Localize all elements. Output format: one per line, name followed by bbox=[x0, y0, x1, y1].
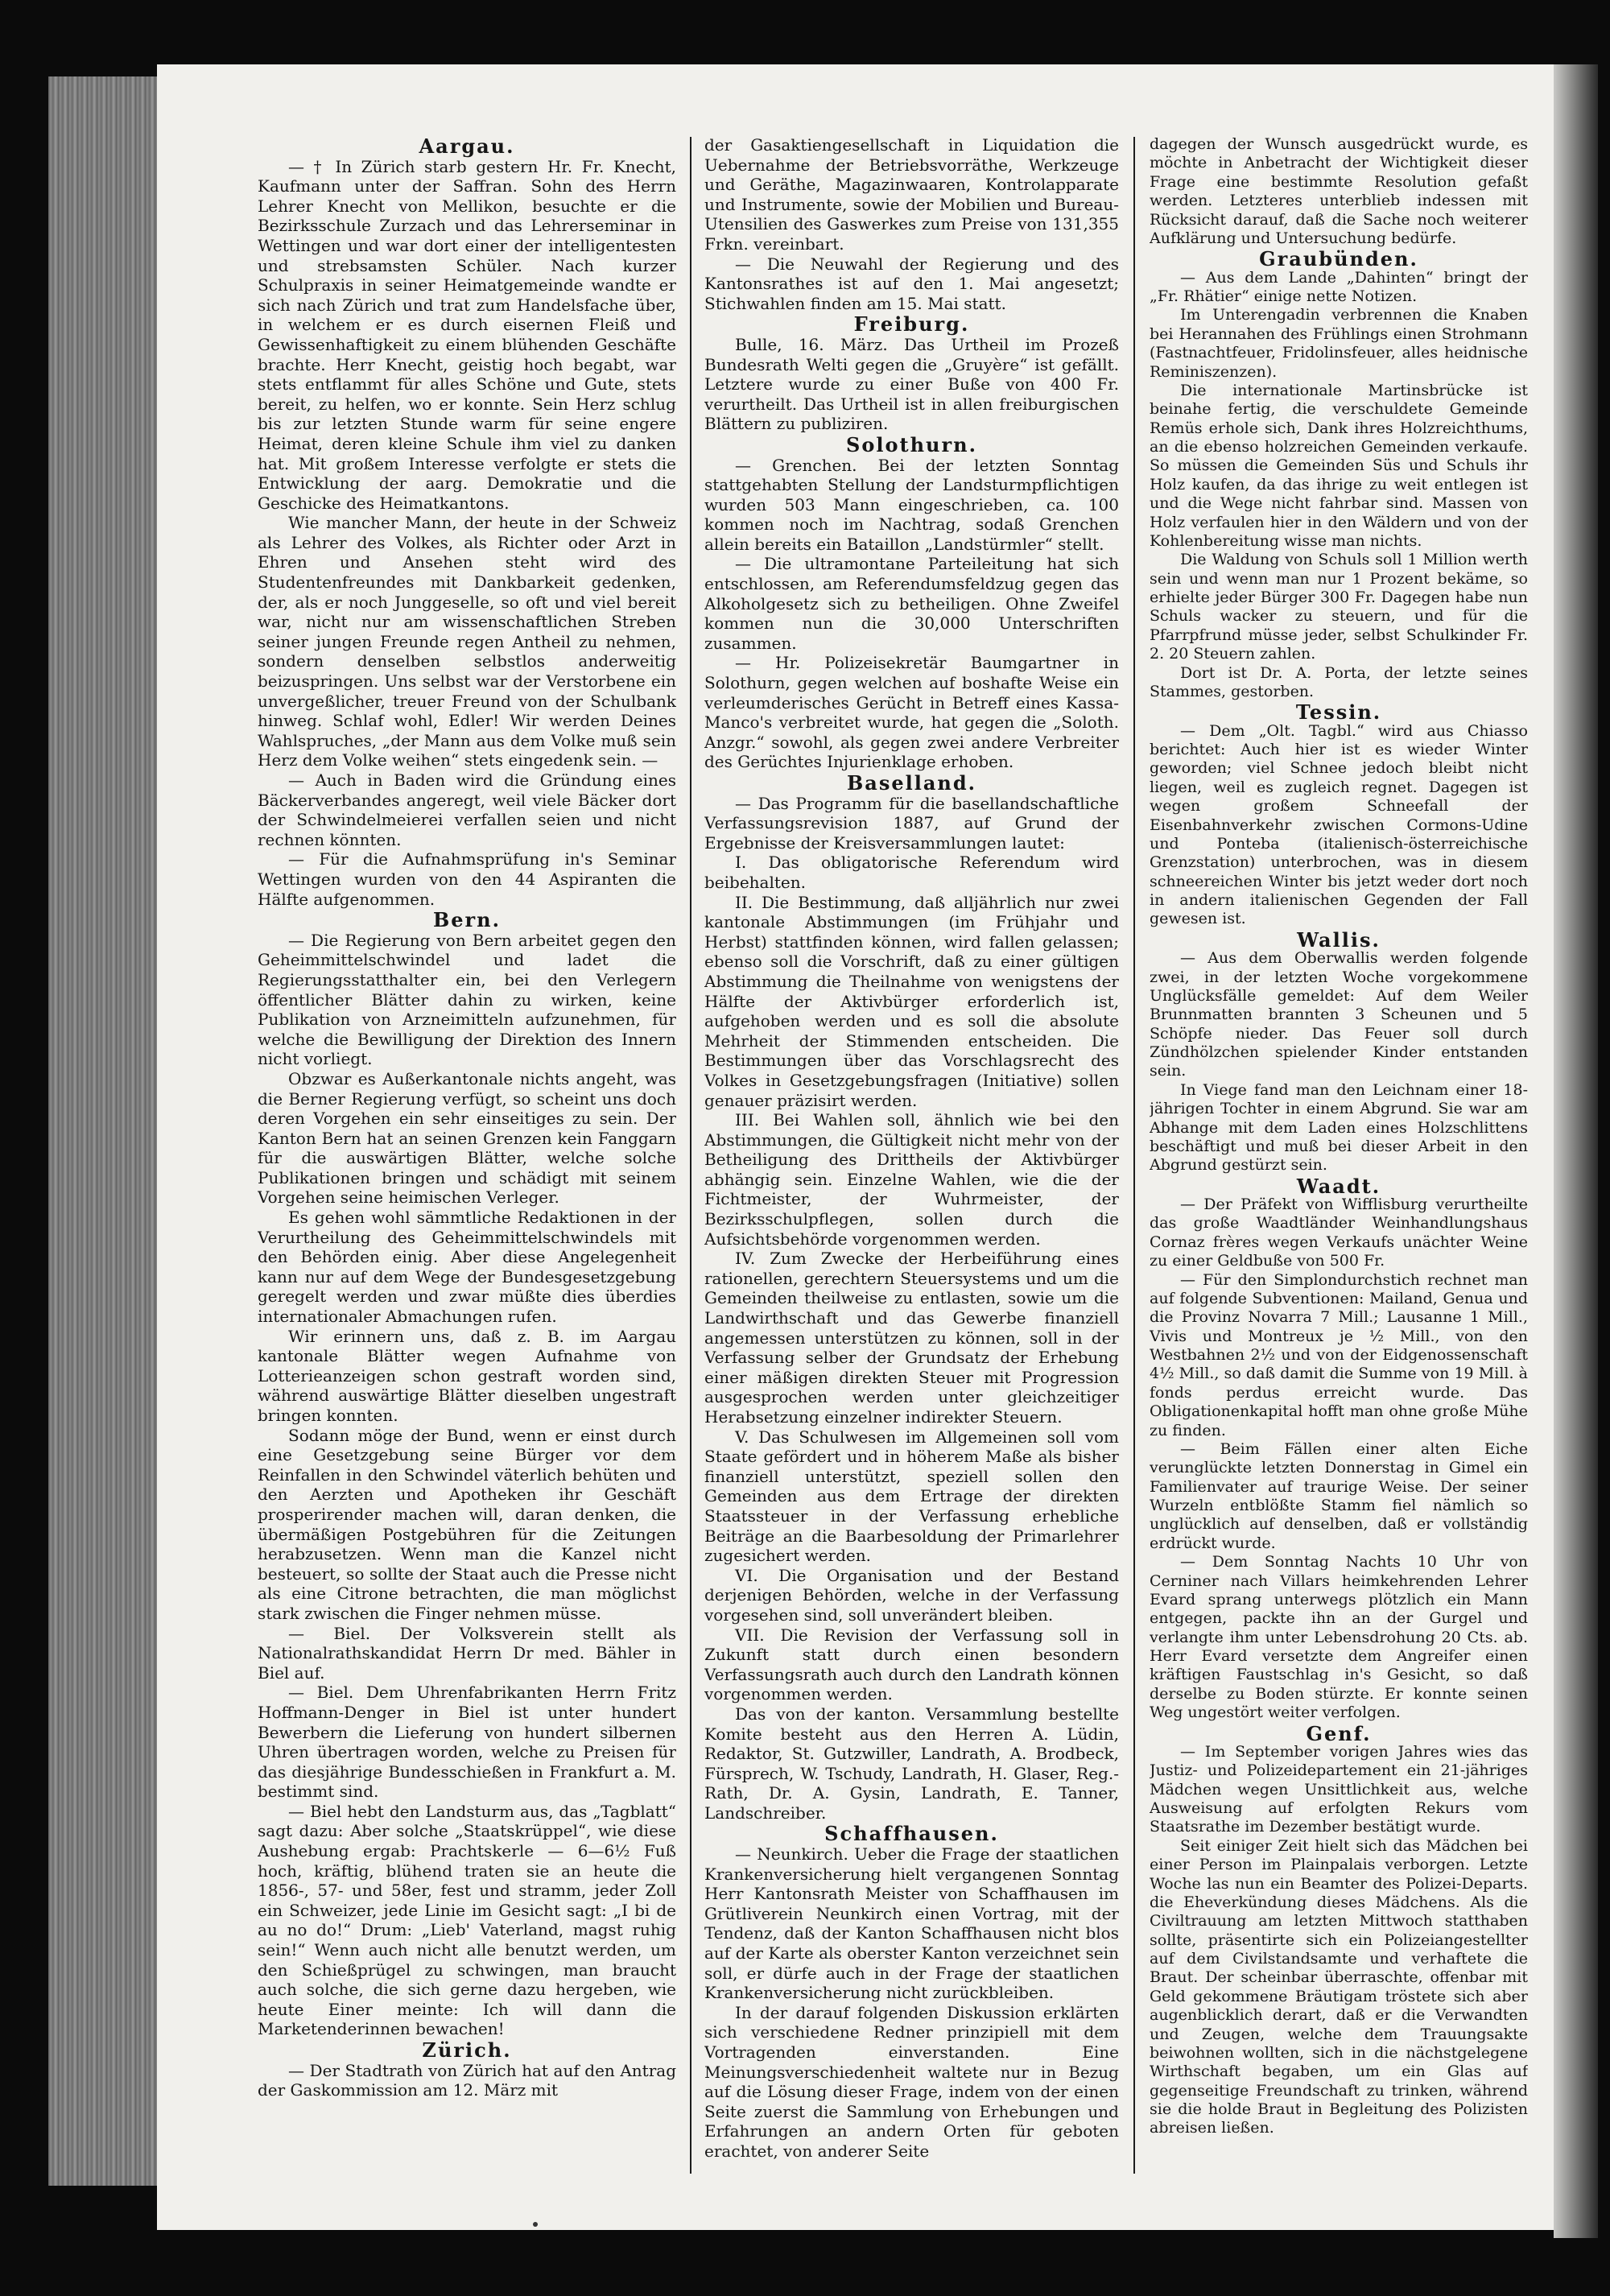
article-paragraph: — Auch in Baden wird die Gründung eines Bäckerverbandes angeregt, weil viele Bäcker dort der Schwindelmeierei verfallen seien und nicht rechnen könnten. bbox=[258, 770, 676, 849]
bound-pages-spine bbox=[48, 76, 157, 2186]
column-1 bbox=[258, 135, 676, 2182]
column-rule bbox=[690, 137, 691, 2174]
section-heading: Bern. bbox=[432, 908, 501, 932]
page-edge-shadow bbox=[1554, 64, 1598, 2238]
article-paragraph: dagegen der Wunsch ausgedrückt wurde, es möchte in Anbetracht der Wichtigkeit dieser Frage eine bestimmte Resolution gefaßt werden. Letzteres unterblieb indessen mit Rücksicht darauf, daß die Sache noch weiterer Aufklärung und Untersuchung bedürfe. bbox=[1150, 135, 1528, 247]
section-heading: Waadt. bbox=[1296, 1174, 1381, 1198]
article-paragraph: II. Die Bestimmung, daß alljährlich nur zwei kantonale Abstimmungen (im Frühjahr und Herbst) stattfinden können, wird fallen gelassen; ebenso soll die Vorschrift, daß zu einer gültigen Abstimmung die Theilnahme von wenigstens der Hälfte der Aktivbürger erforderlich ist, aufgehoben werden und es soll die absolute Mehrheit der Stimmenden entscheiden. Die Bestimmungen über das Vorschlagsrecht des Volkes in Gesetzgebungsfragen (Initiative) sollen genauer präzisirt werden. bbox=[704, 892, 1119, 1110]
section-heading: Tessin. bbox=[1295, 700, 1382, 725]
article-paragraph: — Dem Sonntag Nachts 10 Uhr von Cerniner nach Villars heimkehrenden Lehrer Evard sprang unterwegs plötzlich ein Mann entgegen, packte ihn an der Gurgel und verlangte ihm unter Lebensdrohung 20 Cts. ab. Herr Evard versetzte dem Angreifer einen kräftigen Faustschlag in's Gesicht, so daß derselbe zu Boden stürzte. Er konnte seinen Weg ungestört weiter verfolgen. bbox=[1150, 1553, 1528, 1722]
column-2 bbox=[704, 135, 1119, 2182]
section-heading: Baselland. bbox=[847, 771, 976, 795]
article-paragraph: — Für den Simplondurchstich rechnet man auf folgende Subventionen: Mailand, Genua und die Provinz Novarra 7 Mill.; Lausanne 1 Mill., Vivis und Montreux je ½ Mill., von den Westbahnen 2½ und von der Eidgenossenschaft 4½ Mill., so daß damit die Summe von 19 Mill. à fonds perdus erreicht wurde. Das Obligationenkapital hofft man ohne große Mühe zu finden. bbox=[1150, 1270, 1528, 1439]
section-heading: Schaffhausen. bbox=[824, 1822, 999, 1846]
article-paragraph: Im Unterengadin verbrennen die Knaben bei Herannahen des Frühlings einen Strohmann (Fastnachtfeuer, Fridolinsfeuer, alles heidnische Reminiszenzen). bbox=[1150, 306, 1528, 381]
article-paragraph: Die Waldung von Schuls soll 1 Million werth sein und wenn man nur 1 Prozent bekäme, so erhielte jeder Bürger 300 Fr. Dagegen habe nun Schuls wacker zu steuern, und für die Pfarrpfrund müsse jeder, selbst Schulkinder Fr. 2. 20 Steuern zahlen. bbox=[1150, 551, 1528, 663]
article-paragraph: Sodann möge der Bund, wenn er einst durch eine Gesetzgebung seine Bürger vor dem Reinfallen in den Schwindel väterlich behüten und den Aerzten und Apotheken ihr Geschäft prosperirender machen will, daran denken, die übermäßigen Postgebühren für die Zeitungen herabzusetzen. Wenn man die Kanzel nicht besteuert, so sollte der Staat auch die Presse nicht als eine Citrone betrachten, die man möglichst stark zwischen die Finger nehmen müsse. bbox=[258, 1425, 676, 1623]
article-paragraph: VI. Die Organisation und der Bestand derjenigen Behörden, welche in der Verfassung vorgesehen sind, soll unverändert bleiben. bbox=[704, 1565, 1119, 1625]
newspaper-page bbox=[157, 64, 1554, 2230]
section-heading: Graubünden. bbox=[1259, 247, 1418, 271]
section-heading: Zürich. bbox=[422, 2038, 512, 2062]
article-paragraph: Die internationale Martinsbrücke ist beinahe fertig, die verschuldete Gemeinde Remüs erhole sich, Dank ihres Holzreichthums, an die ebenso holzreichen Gemeinden verkaufe. So müssen die Gemeinden Süs und Schuls ihr Holz kaufen, da das ihrige zu weit entlegen ist und die Wege nicht fahrbar sind. Massen von Holz verfaulen hier in den Wäldern und von der Kohlenbereitung wisse man nichts. bbox=[1150, 381, 1528, 550]
article-paragraph: — Dem „Olt. Tagbl.“ wird aus Chiasso berichtet: Auch hier ist es wieder Winter geworden; viel Schnee jedoch bleibt nicht liegen, weil es zugleich regnet. Dagegen ist wegen großem Schneefall der Eisenbahnverkehr zwischen Cormons-Udine und Ponteba (italienisch-österreichische Grenzstation) unterbrochen, was in diesem schneereichen Winter bis jetzt weder dort noch in andern italienischen Gegenden der Fall gewesen ist. bbox=[1150, 721, 1528, 928]
article-paragraph: der Gasaktiengesellschaft in Liquidation die Uebernahme der Betriebsvorräthe, Werkzeuge und Geräthe, Magazinwaaren, Kontrolapparate und Instrumente, sowie der Mobilien und Bureau-Utensilien des Gaswerkes zum Preise von 131,355 Frkn. vereinbart. bbox=[704, 135, 1119, 254]
article-paragraph: — Biel hebt den Landsturm aus, das „Tagblatt“ sagt dazu: Aber solche „Staatskrüppel“, wie diese Aushebung ergab: Prachtskerle — 6—6½ Fuß hoch, kräftig, blühend traten sie an heute die 1856-, 57- und 58er, fest und stramm, jeder Zoll ein Schweizer, jede Linie im Gesicht sagt: „I bi de au no do!“ Drum: „Lieb' Vaterland, magst ruhig sein!“ Wenn auch nicht alle benutzt werden, um den Schießprügel zu schwingen, man braucht auch solche, die sich gerne dazu hergeben, wie heute Einer meinte: Ich will dann die Marketenderinnen bewachen! bbox=[258, 1801, 676, 2039]
article-paragraph: — Aus dem Oberwallis werden folgende zwei, in der letzten Woche vorgekommene Unglücksfälle gemeldet: Auf dem Weiler Brunnmatten brannten 3 Scheunen und 5 Schöpfe nieder. Das Feuer soll durch Zündhölzchen spielender Kinder entstanden sein. bbox=[1150, 949, 1528, 1080]
article-paragraph: Das von der kanton. Versammlung bestellte Komite besteht aus den Herren A. Lüdin, Redaktor, St. Gutzwiller, Landrath, A. Brodbeck, Fürsprech, W. Tschudy, Landrath, H. Glaser, Reg.-Rath, Dr. A. Gysin, Landrath, E. Tanner, Landschreiber. bbox=[704, 1703, 1119, 1823]
article-paragraph: VII. Die Revision der Verfassung soll in Zukunft statt durch einen besondern Verfassungsrath auch durch den Landrath können vorgenommen werden. bbox=[704, 1625, 1119, 1704]
article-paragraph: In Viege fand man den Leichnam einer 18-jährigen Tochter in einem Abgrund. Sie war am Abhange mit dem Laden eines Holzschlittens beschäftigt und muß bei dieser Arbeit in den Abgrund gestürzt sein. bbox=[1150, 1080, 1528, 1175]
column-rule bbox=[1133, 137, 1135, 2174]
article-paragraph: — Der Stadtrath von Zürich hat auf den Antrag der Gaskommission am 12. März mit bbox=[258, 2060, 676, 2100]
article-paragraph: I. Das obligatorische Referendum wird beibehalten. bbox=[704, 853, 1119, 892]
article-paragraph: Bulle, 16. März. Das Urtheil im Prozeß Bundesrath Welti gegen die „Gruyère“ ist gefällt. Letztere wurde zu einer Buße von 400 Fr. verurtheilt. Das Urtheil ist in allen freiburgischen Blättern zu publiziren. bbox=[704, 334, 1119, 434]
article-paragraph: — Das Programm für die basellandschaftliche Verfassungsrevision 1887, auf Grund der Ergebnisse der Kreisversammlungen lautet: bbox=[704, 793, 1119, 853]
article-paragraph: Seit einiger Zeit hielt sich das Mädchen bei einer Person im Plainpalais verborgen. Letzte Woche las nun ein Beamter des Polizei-Departs. die Eheverkündung dieses Mädchens. Als die Civiltrauung am letzten Mittwoch statthaben sollte, präsentirte sich ein Polizeiangestellter auf dem Civilstandsamte und verhaftete die Braut. Der scheinbar überraschte, offenbar mit Geld gekommene Bräutigam tröstete sich aber augenblicklich derart, daß er die Verwandten und Zeugen, welche dem Trauungsakte beiwohnen wollten, sich in die nächstgelegene Wirthschaft begaben, um ein Glas auf gegenseitige Freundschaft zu trinken, während sie die holde Braut in Begleitung des Polizisten abreisen ließen. bbox=[1150, 1836, 1528, 2137]
article-paragraph: Wie mancher Mann, der heute in der Schweiz als Lehrer des Volkes, als Richter oder Arzt in Ehren und Ansehen steht wird des Studentenfreundes mit Dankbarkeit gedenken, der, als er noch Junggeselle, so oft und viel bereit war, nicht nur am wissenschaftlichen Streben seiner jungen Freunde regen Antheil zu nehmen, sondern denselben selbstlos anderweitig beizuspringen. Uns selbst war der Verstorbene ein unvergeßlicher, treuer Freund von der Schulbank hinweg. Schlaf wohl, Edler! Wir werden Deines Wahlspruches, „der Mann aus dem Volke muß sein Herz dem Volke weihen“ stets eingedenk sein. — bbox=[258, 513, 676, 770]
article-paragraph: — Für die Aufnahmsprüfung in's Seminar Wettingen wurden von den 44 Aspiranten die Hälfte aufgenommen. bbox=[258, 849, 676, 909]
article-paragraph: V. Das Schulwesen im Allgemeinen soll vom Staate gefördert und in höherem Maße als bisher finanziell unterstützt, speziell sollen den Gemeinden aus dem Ertrage der direkten Staatssteuer in der Verfassung erhebliche Beiträge an die Baarbesoldung der Primarlehrer zugesichert werden. bbox=[704, 1427, 1119, 1566]
article-paragraph: Wir erinnern uns, daß z. B. im Aargau kantonale Blätter wegen Aufnahme von Lotterieanzeigen schon gestraft worden sind, während auswärtige Blätter dieselben ungestraft bringen konnten. bbox=[258, 1326, 676, 1425]
article-paragraph: — Der Präfekt von Wifflisburg verurtheilte das große Waadtländer Weinhandlungshaus Cornaz frères wegen Verkaufs unächter Weine zu einer Geldbuße von 500 Fr. bbox=[1150, 1195, 1528, 1270]
column-3 bbox=[1150, 135, 1528, 2182]
article-paragraph: — Beim Fällen einer alten Eiche verunglückte letzten Donnerstag in Gimel ein Familienvater auf traurige Weise. Der seiner Wurzeln entblößte Stamm fiel nämlich so unglücklich auf denselben, daß er vollständig erdrückt wurde. bbox=[1150, 1439, 1528, 1552]
section-heading: Solothurn. bbox=[846, 432, 977, 456]
article-paragraph: — Die Regierung von Bern arbeitet gegen den Geheimmittelschwindel und ladet die Regierungsstatthalter ein, bei den Verlegern öffentlicher Blätter dahin zu wirken, keine Publikation von Arzneimitteln aufzunehmen, für welche die Bewilligung der Direktion des Innern nicht vorliegt. bbox=[258, 930, 676, 1069]
article-paragraph: In der darauf folgenden Diskussion erklärten sich verschiedene Redner prinzipiell mit dem Vortragenden einverstanden. Eine Meinungsverschiedenheit waltete nur in Bezug auf die Lösung dieser Frage, indem von der einen Seite zuerst die Sammlung von Erhebungen und Erfahrungen an andern Orten für geboten erachtet, von anderer Seite bbox=[704, 2002, 1119, 2161]
article-paragraph: Dort ist Dr. A. Porta, der letzte seines Stammes, gestorben. bbox=[1150, 663, 1528, 700]
article-paragraph: — Im September vorigen Jahres wies das Justiz- und Polizeidepartement ein 21-jähriges Mädchen wegen Unsittlichkeit aus, welche Ausweisung auf erfolgten Rekurs vom Staatsrathe im Dezember bestätigt wurde. bbox=[1150, 1742, 1528, 1836]
article-paragraph: — † In Zürich starb gestern Hr. Fr. Knecht, Kaufmann unter der Saffran. Sohn des Herrn Lehrer Knecht von Mellikon, besuchte er die Bezirksschule Zurzach und das Lehrerseminar in Wettingen und war dort einer der intelligentesten und strebsamsten Schüler. Nach kurzer Schulpraxis in seiner Heimatgemeinde wandte er sich nach Zürich und trat zum Handelsfache über, in welchem er es durch eisernen Fleiß und Gewissenhaftigkeit zu einem blühenden Geschäfte brachte. Herr Knecht, geistig hoch begabt, war stets entflammt für alles Schöne und Gute, stets bereit, zu helfen, wo er konnte. Sein Herz schlug bis zur letzten Stunde warm für seine engere Heimat, deren kleine Schule ihm viel zu danken hat. Mit großem Interesse verfolgte er stets die Entwicklung der aarg. Demokratie und die Geschicke des Heimatkantons. bbox=[258, 156, 676, 513]
section-heading: Aargau. bbox=[419, 135, 515, 158]
article-paragraph: — Hr. Polizeisekretär Baumgartner in Solothurn, gegen welchen auf boshafte Weise ein verleumderisches Gerücht in Betreff eines Kassa-Manco's verbreitet wurde, hat gegen die „Soloth. Anzgr.“ sowohl, als gegen zwei andere Verbreiter des Gerüchtes Injurienklage erhoben. bbox=[704, 653, 1119, 772]
section-heading: Freiburg. bbox=[853, 312, 970, 337]
article-paragraph: Es gehen wohl sämmtliche Redaktionen in der Verurtheilung des Geheimmittelschwindels mit den Behörden einig. Aber diese Angelegenheit kann nur auf dem Wege der Bundesgesetzgebung geregelt werden und zwar müßte dies überdies internationaler Abmachungen rufen. bbox=[258, 1208, 676, 1327]
article-paragraph: — Aus dem Lande „Dahinten“ bringt der „Fr. Rhätier“ einige nette Notizen. bbox=[1150, 268, 1528, 305]
page-speck bbox=[533, 2222, 538, 2227]
article-paragraph: Obzwar es Außerkantonale nichts angeht, was die Berner Regierung verfügt, so scheint uns doch deren Vorgehen ein sehr einseitiges zu sein. Der Kanton Bern hat an seinen Grenzen kein Fanggarn für die auswärtigen Blätter, welche solche Publikationen bringen und schädigt mit seinem Vorgehen seine heimischen Verleger. bbox=[258, 1068, 676, 1208]
article-paragraph: — Biel. Der Volksverein stellt als Nationalrathskandidat Herrn Dr med. Bähler in Biel auf. bbox=[258, 1623, 676, 1683]
article-paragraph: — Die Neuwahl der Regierung und des Kantonsrathes ist auf den 1. Mai angesetzt; Stichwahlen finden am 15. Mai statt. bbox=[704, 254, 1119, 313]
section-heading: Genf. bbox=[1306, 1721, 1372, 1745]
article-paragraph: — Neunkirch. Ueber die Frage der staatlichen Krankenversicherung hielt vergangenen Sonntag Herr Kantonsrath Meister von Schaffhausen im Grütliverein Neunkirch einen Vortrag, mit der Tendenz, daß der Kanton Schaffhausen nicht blos auf der Karte als oberster Kanton verzeichnet sein soll, er dürfe auch in der Frage der staatlichen Krankenversicherung nicht zurückbleiben. bbox=[704, 1844, 1119, 2003]
article-paragraph: — Grenchen. Bei der letzten Sonntag stattgehabten Stellung der Landsturmpflichtigen wurden 503 Mann eingeschrieben, ca. 100 kommen noch im Nachtrag, sodaß Grenchen allein bereits ein Bataillon „Landstürmler“ stellt. bbox=[704, 455, 1119, 554]
article-paragraph: III. Bei Wahlen soll, ähnlich wie bei den Abstimmungen, die Gültigkeit nicht mehr von der Betheiligung des Drittheils der Aktivbürger abhängig sein. Einzelne Wahlen, wie die der Fichtmeister, der Wuhrmeister, der Bezirksschulpflegen, sollen durch die Aufsichtsbehörde vorgenommen werden. bbox=[704, 1110, 1119, 1249]
article-paragraph: — Die ultramontane Parteileitung hat sich entschlossen, am Referendumsfeldzug gegen das Alkoholgesetz sich zu betheiligen. Ohne Zweifel kommen nun die 30,000 Unterschriften zusammen. bbox=[704, 554, 1119, 653]
article-paragraph: — Biel. Dem Uhrenfabrikanten Herrn Fritz Hoffmann-Denger in Biel ist unter hundert Bewerbern die Lieferung von hundert silbernen Uhren übertragen worden, welche zu Preisen für das diesjährige Bundesschießen in Frankfurt a. M. bestimmt sind. bbox=[258, 1683, 676, 1802]
section-heading: Wallis. bbox=[1297, 927, 1381, 952]
article-paragraph: IV. Zum Zwecke der Herbeiführung eines rationellen, gerechtern Steuersystems und um die Gemeinden theilweise zu entlasten, sowie um die Landwirthschaft und das Gewerbe finanziell angemessen unterstützen zu können, soll in der Verfassung selber der Grundsatz der Erhebung einer mäßigen direkten Steuer mit Progression ausgesprochen werden unter gleichzeitiger Herabsetzung einzelner indirekter Steuern. bbox=[704, 1249, 1119, 1427]
